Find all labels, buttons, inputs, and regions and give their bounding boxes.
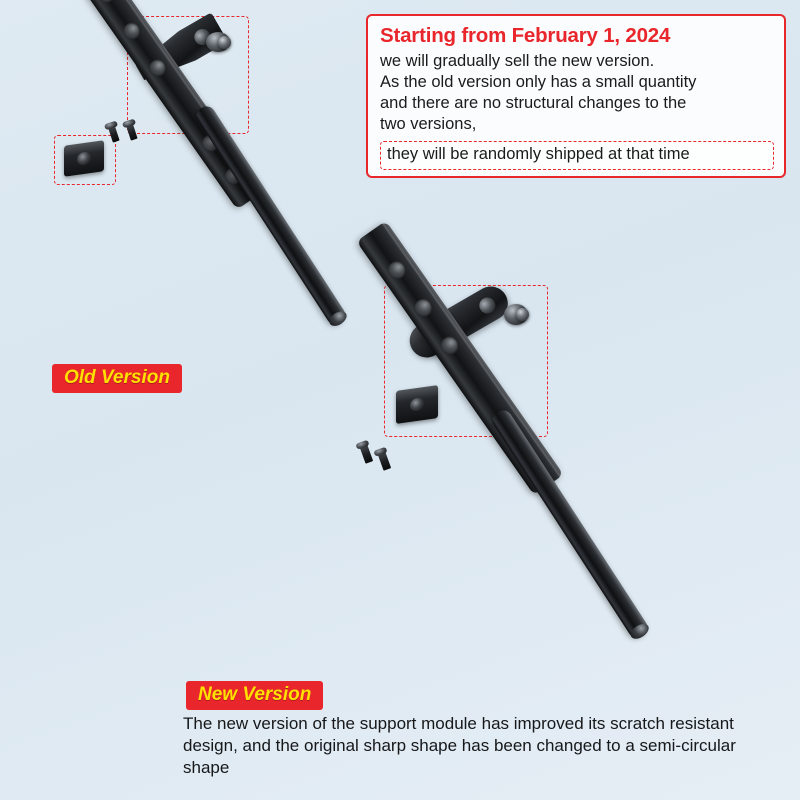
rail-hole	[437, 333, 462, 358]
rail-hole	[120, 19, 144, 43]
old-version-tag: Old Version	[52, 364, 182, 393]
rail-hole	[385, 258, 410, 283]
t-nut-block-old	[64, 140, 104, 177]
t-nut-bore-new	[410, 397, 424, 412]
module-pivot-hole-new	[476, 295, 498, 317]
notice-box	[366, 14, 786, 178]
rail-hole	[411, 295, 436, 320]
t-nut-bore-old	[77, 151, 91, 166]
screw-head-icon	[373, 447, 387, 457]
notice-footer: they will be randomly shipped at that time	[380, 141, 774, 170]
rod-end-cap	[327, 308, 349, 328]
screw-new-2	[377, 449, 391, 471]
notice-line-3: and there are no structural changes to the	[380, 93, 687, 112]
round-support-rod-old	[193, 103, 348, 328]
screw-head-icon	[122, 119, 136, 129]
notice-body	[380, 51, 774, 135]
rail-hole	[95, 0, 119, 6]
notice-headline: Starting from February 1, 2024	[380, 24, 671, 47]
round-support-rod-new	[489, 407, 651, 641]
t-nut-block-new	[396, 385, 438, 424]
rod-end-cap	[628, 621, 651, 642]
screw-head-icon	[104, 121, 118, 131]
module-screw-head-old	[218, 36, 231, 49]
screw-new-1	[359, 442, 373, 464]
notice-line-1: we will gradually sell the new version.	[380, 51, 655, 70]
notice-line-2: As the old version only has a small quantity	[380, 72, 697, 91]
new-version-tag: New Version	[186, 681, 323, 710]
module-screw-head-new	[516, 308, 529, 321]
new-version-caption: The new version of the support module has improved its scratch resistant design, and the original sharp shape has been changed to a semi-circular shape	[183, 714, 736, 778]
rail-hole	[146, 56, 170, 80]
screw-head-icon	[355, 440, 369, 450]
notice-line-4: two versions,	[380, 114, 477, 133]
